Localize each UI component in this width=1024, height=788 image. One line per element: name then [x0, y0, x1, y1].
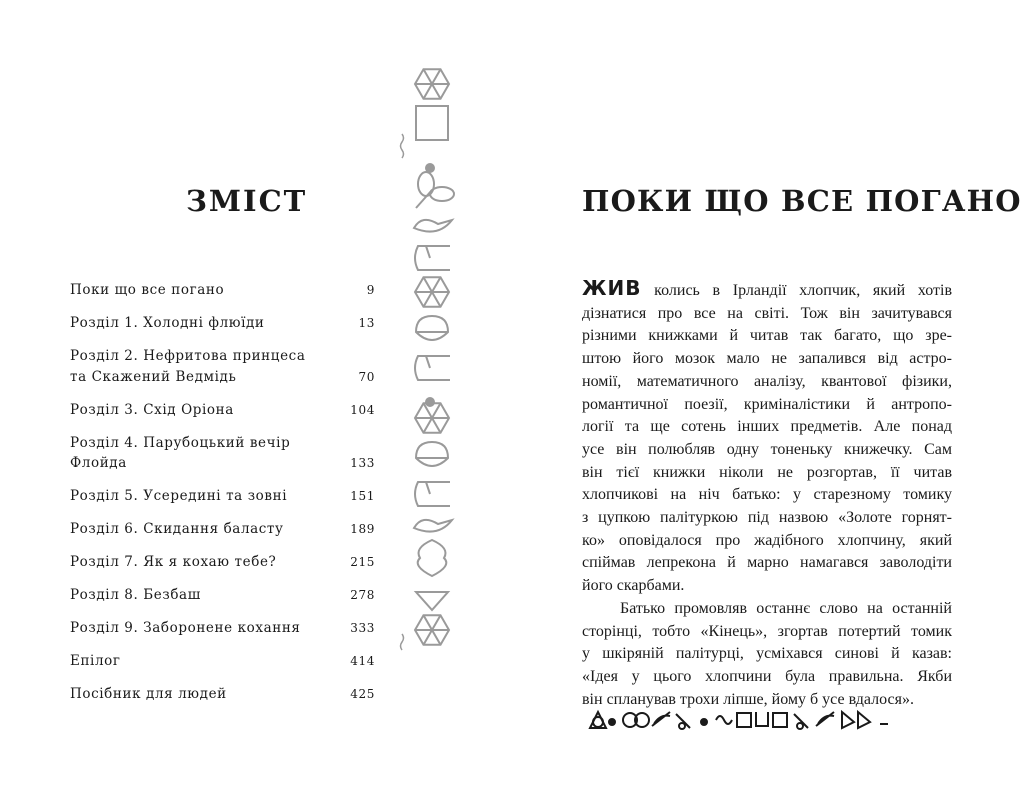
chapter-title: ПОКИ ЩО ВСЕ ПОГАНО [582, 184, 1022, 218]
toc-entry-label: Посібник для людей [70, 686, 227, 702]
toc-entry-page: 13 [358, 316, 375, 330]
toc-entry-label: Розділ 7. Як я кохаю тебе? [70, 554, 277, 570]
toc-entry-label: Розділ 5. Усередині та зовні [70, 488, 288, 504]
toc-entry[interactable] [70, 486, 375, 507]
toc-entry-label: Розділ 6. Скидання баласту [70, 521, 284, 537]
line-text: його скарбами. [582, 577, 685, 595]
line-text: він тієї книжки ніколи не розгортав, її читав [582, 463, 952, 481]
table-of-contents [70, 280, 375, 717]
toc-entry-page: 9 [366, 283, 375, 297]
text-line [582, 575, 952, 598]
toc-entry-label: Поки що все погано [70, 282, 225, 298]
toc-entry-label: Розділ 3. Схід Оріона [70, 401, 234, 418]
toc-entry[interactable] [70, 400, 375, 421]
toc-entry[interactable] [70, 433, 375, 474]
toc-entry[interactable] [70, 618, 375, 639]
line-text: різними книжками й читав так багато, що зре- [582, 327, 952, 345]
toc-entry[interactable] [70, 346, 375, 387]
line-text: сторінці, тобто «Кінець», згортав потертий томик [582, 622, 952, 640]
text-line [582, 394, 952, 417]
line-text: логії та ще сотень інших предметів. Але понад [582, 418, 952, 436]
text-line [582, 484, 952, 507]
text-line [582, 507, 952, 530]
line-text: дізнатися про все на світі. Тож він зачитувався [582, 304, 952, 322]
line-text: хлопчикові на ніч батько: у старезному томику [582, 486, 952, 504]
text-line [582, 621, 952, 644]
toc-entry[interactable] [70, 552, 375, 573]
line-text: спіймав лепрекона й марно намагався заволодіти [582, 554, 952, 572]
text-line [582, 530, 952, 553]
toc-entry-label: Розділ 1. Холодні флюїди [70, 315, 265, 331]
toc-entry-page: 133 [350, 456, 375, 470]
text-line [582, 462, 952, 485]
text-line [582, 325, 952, 348]
toc-entry-page: 70 [358, 369, 375, 384]
line-text: усе він полюбляв одну тоненьку книжечку. Сам [582, 440, 952, 458]
text-line [582, 439, 952, 462]
line-text: штою його мозок мало не запалився від астро- [582, 350, 952, 368]
text-line [582, 666, 952, 689]
text-line [582, 643, 952, 666]
toc-entry-page: 104 [350, 402, 375, 417]
toc-entry[interactable] [70, 651, 375, 672]
line-text: у шкіряній палітурці, усміхався синові й казав: [582, 645, 952, 663]
text-line [582, 277, 952, 303]
chapter-body [582, 277, 952, 711]
line-text: він спланував трохи ліпше, йому б усе вдалося». [582, 690, 914, 708]
toc-entry[interactable] [70, 519, 375, 540]
toc-entry-page: 189 [350, 522, 375, 536]
line-text: з цупкою палітуркою під назвою «Золоте горнят- [582, 509, 952, 527]
text-line [582, 598, 952, 621]
toc-entry-label: Розділ 4. Парубоцький вечір Флойда [70, 434, 291, 471]
line-text: «Ідея у цього хлопчини була правильна. Якби [582, 667, 952, 685]
line-text: романтичної поезії, криміналістики й антропо- [582, 395, 952, 413]
toc-entry-label: Епілог [70, 653, 121, 669]
toc-entry[interactable] [70, 280, 375, 301]
ornament-column [396, 64, 466, 704]
toc-entry-page: 278 [350, 588, 375, 602]
toc-entry[interactable] [70, 585, 375, 606]
toc-entry-page: 333 [350, 621, 375, 635]
line-text: Батько промовляв останнє слово на останній [620, 599, 952, 617]
toc-entry-label: Розділ 8. Безбаш [70, 587, 201, 603]
toc-entry-page: 414 [350, 654, 375, 668]
line-text: номії, математичного аналізу, квантової фізики, [582, 372, 952, 390]
text-line [582, 416, 952, 439]
text-line [582, 303, 952, 326]
cipher-footer-icon [582, 706, 954, 736]
text-line [582, 371, 952, 394]
text-line [582, 348, 952, 371]
drop-word: ЖИВ [582, 276, 642, 300]
toc-entry[interactable] [70, 313, 375, 334]
line-text: колись в Ірландії хлопчик, який хотів [641, 282, 952, 299]
toc-entry-label: Розділ 2. Нефритова принцеса та Скажений Ведмідь [70, 348, 306, 385]
toc-entry-page: 151 [350, 489, 375, 503]
toc-entry-label: Розділ 9. Заборонене кохання [70, 620, 301, 636]
text-line [582, 552, 952, 575]
toc-entry-page: 215 [350, 555, 375, 569]
line-text: ко» оповідалося про жадібного хлопчину, який [582, 531, 952, 549]
toc-entry-page: 425 [350, 687, 375, 701]
toc-entry[interactable] [70, 684, 375, 705]
toc-title: ЗМІСТ [186, 184, 308, 218]
